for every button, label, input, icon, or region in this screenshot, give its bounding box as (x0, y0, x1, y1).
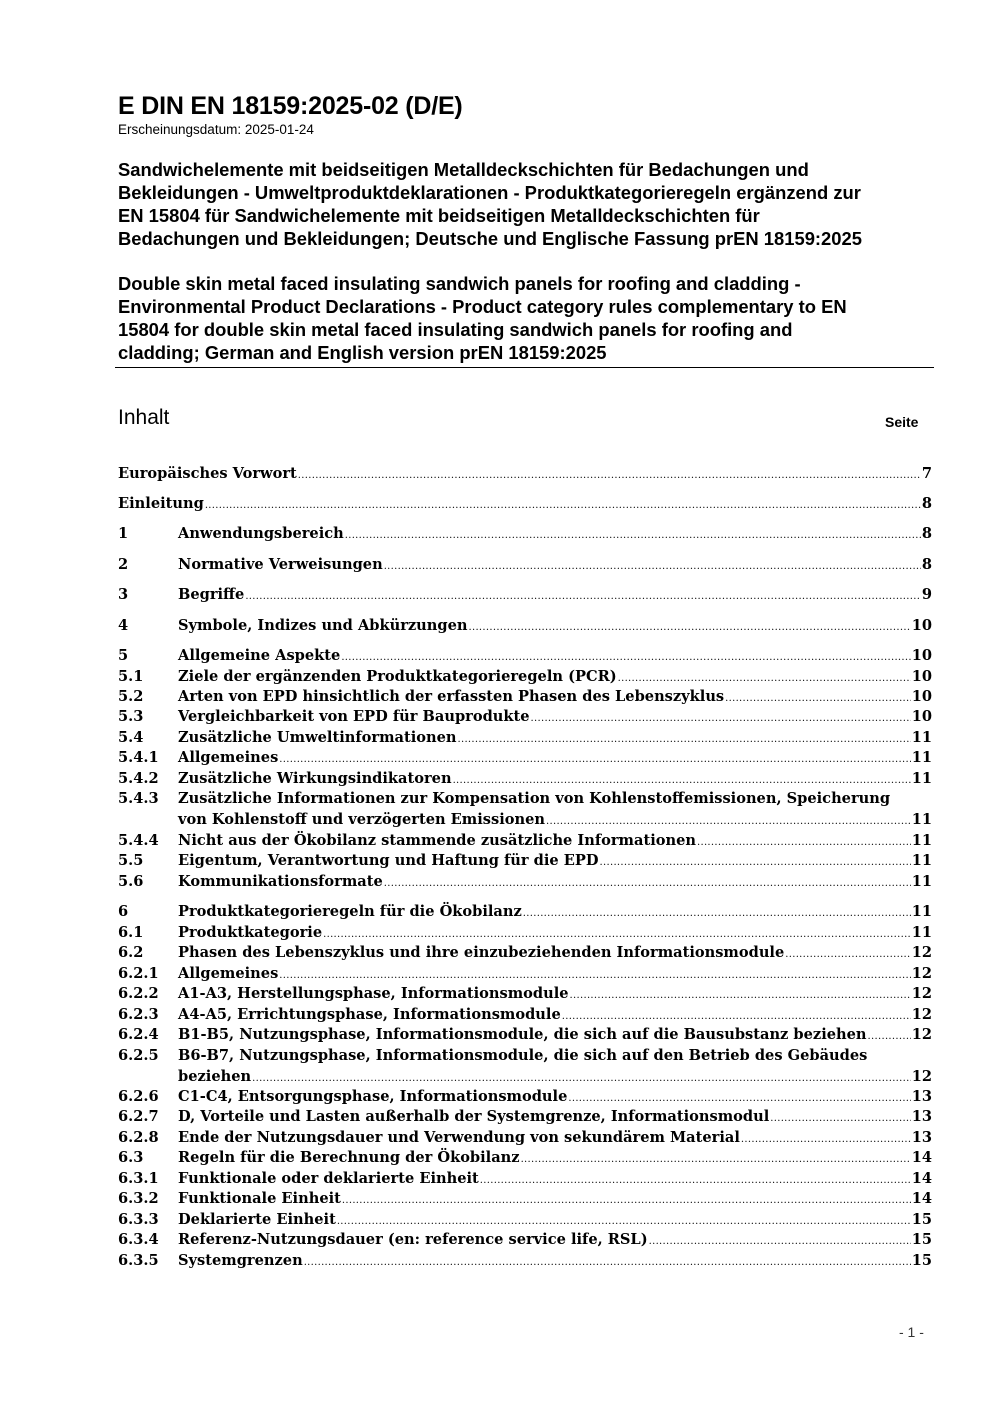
toc-entry-title: Begriffe (178, 586, 245, 603)
title-english-line: Environmental Product Declarations - Product category rules complementary to EN (118, 296, 847, 317)
toc-entry[interactable] (118, 707, 932, 727)
toc-entry-page: 10 (911, 688, 932, 705)
toc-entry-number: 5.3 (118, 708, 144, 725)
toc-leader-dots (523, 904, 911, 924)
title-german (118, 158, 948, 250)
toc-entry-number: 6.2.6 (118, 1088, 159, 1105)
toc-entry-number: 6.2.8 (118, 1129, 159, 1146)
toc-entry[interactable] (118, 585, 932, 605)
title-english-line: 15804 for double skin metal faced insulating sandwich panels for roofing and (118, 319, 793, 340)
toc-entry[interactable] (118, 789, 932, 809)
toc-entry-title: Deklarierte Einheit (178, 1211, 336, 1228)
toc-entry-page: 12 (911, 944, 932, 961)
toc-entry[interactable] (118, 555, 932, 575)
toc-entry[interactable] (118, 728, 932, 748)
title-english-line: cladding; German and English version prEN 18159:2025 (118, 342, 607, 363)
toc-entry-page: 14 (911, 1170, 932, 1187)
toc-entry[interactable] (118, 831, 932, 851)
toc-entry-page: 11 (911, 903, 932, 920)
toc-entry[interactable] (118, 1107, 932, 1127)
toc-entry-title: Vergleichbarkeit von EPD für Bauprodukte (178, 708, 530, 725)
toc-entry-number: 5.4.2 (118, 770, 159, 787)
toc-entry-page: 13 (911, 1129, 932, 1146)
toc-entry-number: 5 (118, 647, 129, 664)
toc-entry-number: 4 (118, 617, 129, 634)
toc-entry[interactable] (118, 769, 932, 789)
toc-entry-page: 10 (911, 708, 932, 725)
toc-leader-dots (600, 853, 911, 873)
toc-entry[interactable] (118, 1005, 932, 1025)
toc-entry-page: 11 (911, 749, 932, 766)
toc-entry[interactable] (118, 1251, 932, 1271)
document-id: E DIN EN 18159:2025-02 (D/E) (118, 92, 463, 120)
toc-entry-title: C1-C4, Entsorgungsphase, Informationsmodule (178, 1088, 568, 1105)
toc-entry[interactable] (118, 1046, 932, 1066)
toc-leader-dots (384, 557, 921, 577)
toc-entry-number: 5.4.4 (118, 832, 159, 849)
toc-entry-title: Phasen des Lebenszyklus und ihre einzubeziehenden Informationsmodule (178, 944, 785, 961)
title-divider (115, 367, 934, 368)
toc-leader-dots (521, 1150, 911, 1170)
toc-entry-title: Ziele der ergänzenden Produktkategorieregeln (PCR) (178, 668, 617, 685)
toc-entry-number: 6.2.5 (118, 1047, 159, 1064)
toc-entry-number: 6.3 (118, 1149, 144, 1166)
toc-entry[interactable] (118, 1148, 932, 1168)
toc-entry-title: Allgemeines (178, 965, 279, 982)
toc-leader-dots (469, 618, 911, 638)
toc-entry[interactable] (118, 646, 932, 666)
toc-leader-dots (245, 587, 921, 607)
toc-leader-dots (342, 1191, 911, 1211)
toc-entry-number: 6.2.1 (118, 965, 159, 982)
toc-entry-page: 9 (921, 586, 932, 603)
toc-entry-page: 11 (911, 832, 932, 849)
toc-entry-title: Symbole, Indizes und Abkürzungen (178, 617, 468, 634)
toc-leader-dots (785, 945, 910, 965)
toc-entry-page: 12 (911, 1026, 932, 1043)
toc-entry-page: 12 (911, 965, 932, 982)
toc-entry-title: Arten von EPD hinsichtlich der erfassten Phasen des Lebenszyklus (178, 688, 725, 705)
toc-leader-dots (205, 496, 921, 516)
page-number: - 1 - (899, 1324, 924, 1340)
toc-entry-title: Allgemeines (178, 749, 279, 766)
toc-entry-title: A1-A3, Herstellungsphase, Informationsmodule (178, 985, 569, 1002)
toc-entry-page: 13 (911, 1088, 932, 1105)
toc-entry-title: Nicht aus der Ökobilanz stammende zusätzliche Informationen (178, 832, 696, 849)
toc-entry-number: 6.2 (118, 944, 144, 961)
publication-date: Erscheinungsdatum: 2025-01-24 (118, 122, 314, 137)
toc-entry-number: 6.3.3 (118, 1211, 159, 1228)
toc-entry[interactable] (118, 943, 932, 963)
toc-entry[interactable] (118, 1025, 932, 1045)
toc-entry-page: 8 (921, 556, 932, 573)
toc-entry-title: Einleitung (118, 495, 204, 512)
toc-entry-number: 5.2 (118, 688, 144, 705)
toc-entry-page: 7 (921, 465, 932, 482)
toc-leader-dots (480, 1171, 911, 1191)
toc-entry-number: 1 (118, 525, 129, 542)
toc-entry-title: Produktkategorie (178, 924, 323, 941)
title-german-line: Bedachungen und Bekleidungen; Deutsche und Englische Fassung prEN 18159:2025 (118, 228, 862, 249)
toc-entry-page: 14 (911, 1190, 932, 1207)
toc-entry-page: 10 (911, 617, 932, 634)
toc-entry-title: Zusätzliche Informationen zur Kompensation von Kohlenstoffemissionen, Speicherung (178, 790, 891, 807)
title-german-line: EN 15804 für Sandwichelemente mit beidseitigen Metalldeckschichten für (118, 205, 760, 226)
toc-entry-number: 5.4 (118, 729, 144, 746)
toc-entry-title: B1-B5, Nutzungsphase, Informationsmodule, die sich auf die Bausubstanz beziehen (178, 1026, 867, 1043)
toc-entry[interactable] (118, 923, 932, 943)
toc-leader-dots (252, 1069, 911, 1089)
toc-entry-title: Regeln für die Berechnung der Ökobilanz (178, 1149, 520, 1166)
toc-entry-number: 6.1 (118, 924, 144, 941)
toc-entry[interactable] (118, 872, 932, 892)
toc-leader-dots (458, 730, 911, 750)
toc-entry-number: 5.6 (118, 873, 144, 890)
toc-leader-dots (562, 1007, 911, 1027)
toc-entry[interactable] (118, 1230, 932, 1250)
toc-entry-page: 12 (911, 1067, 932, 1085)
toc-entry-continuation[interactable] (118, 1067, 932, 1087)
toc-leader-dots (341, 648, 910, 668)
toc-entry-number: 5.4.1 (118, 749, 159, 766)
toc-leader-dots (697, 833, 911, 853)
toc-leader-dots (568, 1089, 910, 1109)
toc-entry-page: 10 (911, 647, 932, 664)
toc-entry-title: Normative Verweisungen (178, 556, 383, 573)
toc-entry-title: D, Vorteile und Lasten außerhalb der Systemgrenze, Informationsmodul (178, 1108, 770, 1125)
toc-entry-page: 11 (911, 873, 932, 890)
toc-entry-page: 15 (911, 1252, 932, 1269)
toc-entry-page: 11 (911, 852, 932, 869)
toc-entry[interactable] (118, 464, 932, 484)
toc-entry-title: B6-B7, Nutzungsphase, Informationsmodule, die sich auf den Betrieb des Gebäudes (178, 1047, 868, 1064)
toc-entry-number: 2 (118, 556, 129, 573)
toc-leader-dots (323, 925, 911, 945)
toc-leader-dots (298, 466, 921, 486)
toc-entry[interactable] (118, 984, 932, 1004)
toc-entry[interactable] (118, 1087, 932, 1107)
toc-entry[interactable] (118, 524, 932, 544)
toc-heading: Inhalt (118, 406, 170, 429)
toc-entry[interactable] (118, 667, 932, 687)
toc-entry[interactable] (118, 1189, 932, 1209)
toc-entry-page: 11 (911, 729, 932, 746)
toc-entry[interactable] (118, 851, 932, 871)
toc-entry-title: Funktionale oder deklarierte Einheit (178, 1170, 479, 1187)
toc-leader-dots (649, 1232, 911, 1252)
toc-entry-title: Referenz-Nutzungsdauer (en: reference service life, RSL) (178, 1231, 648, 1248)
toc-entry-title: Systemgrenzen (178, 1252, 303, 1269)
toc-entry-number: 6 (118, 903, 129, 920)
toc-entry-number: 5.1 (118, 668, 144, 685)
toc-leader-dots (570, 986, 911, 1006)
toc-page-column-heading: Seite (885, 414, 919, 430)
toc-entry-number: 6.2.2 (118, 985, 159, 1002)
toc-entry-page: 10 (911, 668, 932, 685)
toc-entry[interactable] (118, 902, 932, 922)
toc-entry-number: 6.2.7 (118, 1108, 159, 1125)
toc-entry-number: 6.2.3 (118, 1006, 159, 1023)
toc-leader-dots (453, 771, 911, 791)
toc-leader-dots (868, 1027, 911, 1047)
toc-entry-title: Ende der Nutzungsdauer und Verwendung von sekundärem Material (178, 1129, 740, 1146)
toc-entry-title-continued: von Kohlenstoff und verzögerten Emissionen (178, 810, 546, 828)
toc-entry-number: 5.4.3 (118, 790, 159, 807)
toc-entry-page: 8 (921, 525, 932, 542)
toc-entry[interactable] (118, 1210, 932, 1230)
toc-entry-title: Anwendungsbereich (178, 525, 344, 542)
toc-entry-title: Eigentum, Verantwortung und Haftung für die EPD (178, 852, 599, 869)
toc-entry-page: 12 (911, 1006, 932, 1023)
toc-leader-dots (741, 1130, 911, 1150)
toc-entry[interactable] (118, 1128, 932, 1148)
toc-entry-continuation[interactable] (118, 810, 932, 830)
title-english (118, 272, 948, 364)
toc-entry-page: 13 (911, 1108, 932, 1125)
toc-leader-dots (345, 526, 921, 546)
title-german-line: Sandwichelemente mit beidseitigen Metalldeckschichten für Bedachungen und (118, 159, 809, 180)
toc-entry-number: 3 (118, 586, 129, 603)
toc-entry-page: 15 (911, 1231, 932, 1248)
toc-entry-page: 8 (921, 495, 932, 512)
toc-entry-number: 6.3.1 (118, 1170, 159, 1187)
toc-entry[interactable] (118, 748, 932, 768)
toc-entry-page: 14 (911, 1149, 932, 1166)
toc-entry-title: A4-A5, Errichtungsphase, Informationsmodule (178, 1006, 561, 1023)
toc-leader-dots (337, 1212, 911, 1232)
toc-leader-dots (384, 874, 911, 894)
toc-entry-title: Produktkategorieregeln für die Ökobilanz (178, 903, 522, 920)
title-german-line: Bekleidungen - Umweltproduktdeklarationen - Produktkategorieregeln ergänzend zur (118, 182, 861, 203)
toc-entry-page: 11 (911, 770, 932, 787)
toc-entry-number: 6.3.5 (118, 1252, 159, 1269)
toc-leader-dots (770, 1109, 910, 1129)
toc-entry[interactable] (118, 687, 932, 707)
toc-entry-title-continued: beziehen (178, 1067, 252, 1085)
toc-entry-title: Kommunikationsformate (178, 873, 383, 890)
toc-leader-dots (279, 966, 910, 986)
title-english-line: Double skin metal faced insulating sandwich panels for roofing and cladding - (118, 273, 801, 294)
toc-entry-title: Europäisches Vorwort (118, 465, 297, 482)
toc-entry[interactable] (118, 494, 932, 514)
toc-entry-title: Zusätzliche Wirkungsindikatoren (178, 770, 452, 787)
toc-entry-page: 15 (911, 1211, 932, 1228)
toc-entry-number: 5.5 (118, 852, 144, 869)
toc-entry-page: 11 (911, 924, 932, 941)
toc-entry-number: 6.3.4 (118, 1231, 159, 1248)
toc-entry[interactable] (118, 616, 932, 636)
toc-leader-dots (304, 1253, 911, 1273)
toc-leader-dots (279, 750, 910, 770)
toc-leader-dots (531, 709, 911, 729)
toc-entry-number: 6.2.4 (118, 1026, 159, 1043)
toc-leader-dots (546, 812, 911, 832)
toc-entry[interactable] (118, 964, 932, 984)
toc-entry[interactable] (118, 1169, 932, 1189)
toc-entry-title: Zusätzliche Umweltinformationen (178, 729, 457, 746)
toc-entry-page: 12 (911, 985, 932, 1002)
toc-leader-dots (725, 689, 911, 709)
toc-entry-title: Funktionale Einheit (178, 1190, 341, 1207)
toc-entry-title: Allgemeine Aspekte (178, 647, 341, 664)
toc-entry-page: 11 (911, 810, 932, 828)
toc-entry-number: 6.3.2 (118, 1190, 159, 1207)
toc-leader-dots (618, 669, 911, 689)
